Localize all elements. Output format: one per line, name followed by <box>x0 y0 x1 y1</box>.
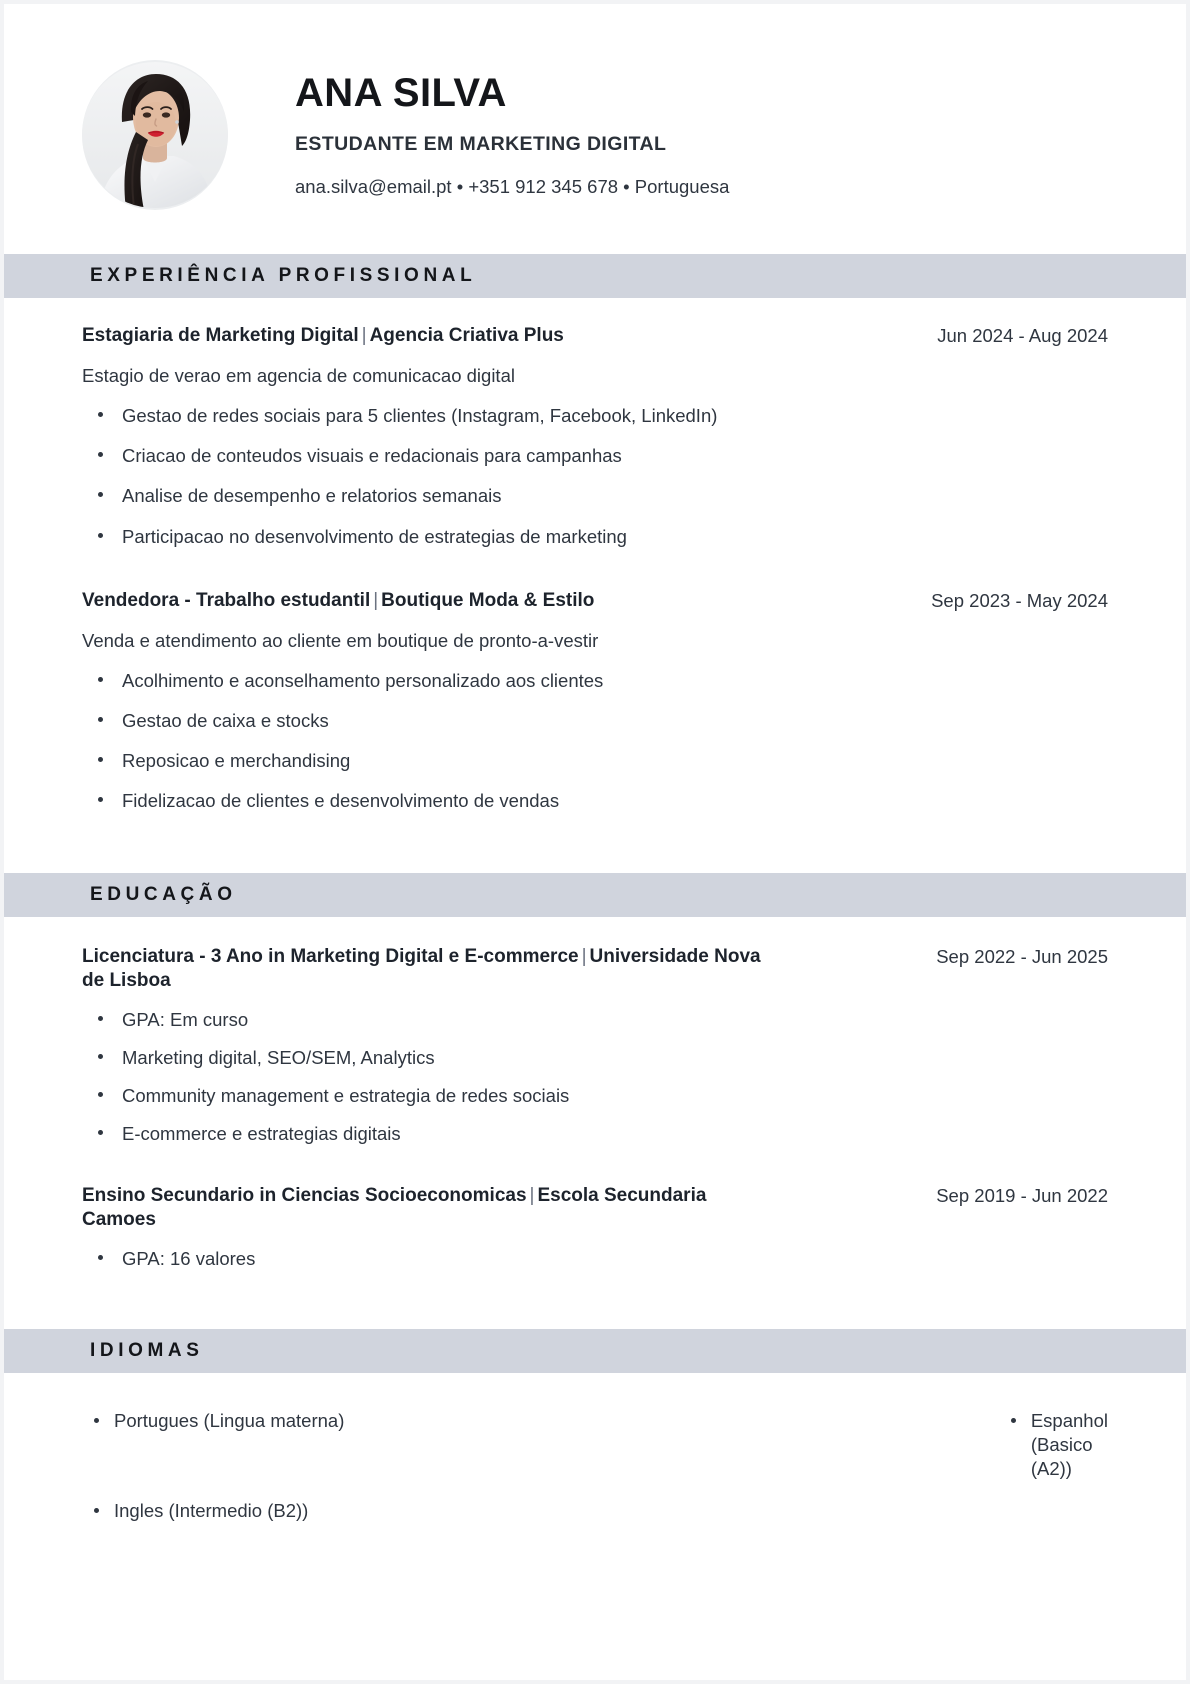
experience-entry-title <box>82 589 594 613</box>
section-title-education: EDUCAÇÃO <box>90 884 237 906</box>
experience-company: Agencia Criativa Plus <box>369 325 564 346</box>
section-header-education <box>4 873 1186 917</box>
section-body-education <box>4 917 1186 1328</box>
list-item: Gestao de caixa e stocks <box>82 709 1108 733</box>
experience-entry-head <box>82 589 1108 613</box>
education-entry-head <box>82 1184 1108 1233</box>
list-item: Reposicao e merchandising <box>82 749 1108 773</box>
section-title-experience: EXPERIÊNCIA PROFISSIONAL <box>90 265 477 286</box>
experience-date: Jun 2024 - Aug 2024 <box>937 325 1108 346</box>
list-item: Criacao de conteudos visuais e redacionais para campanhas <box>82 444 1108 468</box>
education-date: Sep 2019 - Jun 2022 <box>936 1184 1108 1206</box>
experience-bullet-list <box>82 404 1108 548</box>
education-degree: Licenciatura - 3 Ano in Marketing Digital e E-commerce <box>82 946 579 968</box>
education-entry <box>82 1146 1108 1271</box>
experience-date: Sep 2023 - May 2024 <box>931 589 1108 611</box>
education-bullet-list <box>82 1008 1108 1146</box>
experience-role: Vendedora - Trabalho estudantil <box>82 589 371 611</box>
section-header-languages <box>4 1329 1186 1373</box>
avatar <box>82 60 228 210</box>
list-item: Gestao de redes sociais para 5 clientes (Instagram, Facebook, LinkedIn) <box>82 404 1108 428</box>
experience-description: Venda e atendimento ao cliente em boutique de pronto-a-vestir <box>82 629 599 651</box>
page-title: ANA SILVA <box>295 71 507 116</box>
contact-line: ana.silva@email.pt • +351 912 345 678 • Portuguesa <box>295 175 730 197</box>
experience-entry-head <box>82 324 1108 348</box>
education-institution: Universidade Nova de Lisboa <box>82 946 761 992</box>
list-item: Espanhol (Basico (A2)) <box>501 1409 1108 1481</box>
section-body-languages <box>4 1373 1186 1523</box>
list-item: Analise de desempenho e relatorios semanais <box>82 484 1108 508</box>
education-entry-head <box>82 945 1108 994</box>
list-item: Acolhimento e aconselhamento personalizado aos clientes <box>82 669 1108 693</box>
header-text-block <box>295 72 729 198</box>
education-bullet-list <box>82 1247 1108 1271</box>
list-item: Community management e estrategia de redes sociais <box>82 1084 1108 1108</box>
list-item: Portugues (Lingua materna) <box>82 1409 501 1481</box>
education-institution: Escola Secundaria Camoes <box>82 1184 707 1231</box>
title-separator: | <box>361 325 367 346</box>
title-separator: | <box>581 946 587 968</box>
list-item: Fidelizacao de clientes e desenvolvimento de vendas <box>82 789 1108 813</box>
title-separator: | <box>529 1184 535 1206</box>
list-item: GPA: 16 valores <box>82 1247 1108 1271</box>
experience-entry-title <box>82 324 564 348</box>
list-item: Ingles (Intermedio (B2)) <box>82 1499 501 1523</box>
education-entry-title <box>82 1184 782 1233</box>
experience-entry <box>82 298 1108 549</box>
resume-page-inner <box>4 4 1186 1680</box>
portrait-photo-icon <box>82 60 228 210</box>
languages-grid <box>82 1373 1108 1523</box>
list-item: E-commerce e estrategias digitais <box>82 1122 1108 1146</box>
education-date: Sep 2022 - Jun 2025 <box>936 946 1108 968</box>
experience-bullet-list <box>82 669 1108 813</box>
education-degree: Ensino Secundario in Ciencias Socioeconomicas <box>82 1184 527 1206</box>
section-title-languages: IDIOMAS <box>90 1339 204 1361</box>
list-item: Participacao no desenvolvimento de estrategias de marketing <box>82 525 1108 549</box>
list-item: Marketing digital, SEO/SEM, Analytics <box>82 1046 1108 1070</box>
title-separator: | <box>373 589 379 611</box>
education-entry-title <box>82 945 782 994</box>
experience-role: Estagiaria de Marketing Digital <box>82 325 359 346</box>
job-title: ESTUDANTE EM MARKETING DIGITAL <box>295 133 667 156</box>
list-item: GPA: Em curso <box>82 1008 1108 1032</box>
education-entry <box>82 917 1108 1146</box>
experience-company: Boutique Moda & Estilo <box>381 589 595 611</box>
resume-header <box>4 4 1186 254</box>
experience-description: Estagio de verao em agencia de comunicacao digital <box>82 365 515 387</box>
section-header-experience <box>4 254 1186 298</box>
experience-entry <box>82 549 1108 814</box>
languages-grid-spacer <box>501 1481 1108 1523</box>
section-body-experience <box>4 298 1186 873</box>
